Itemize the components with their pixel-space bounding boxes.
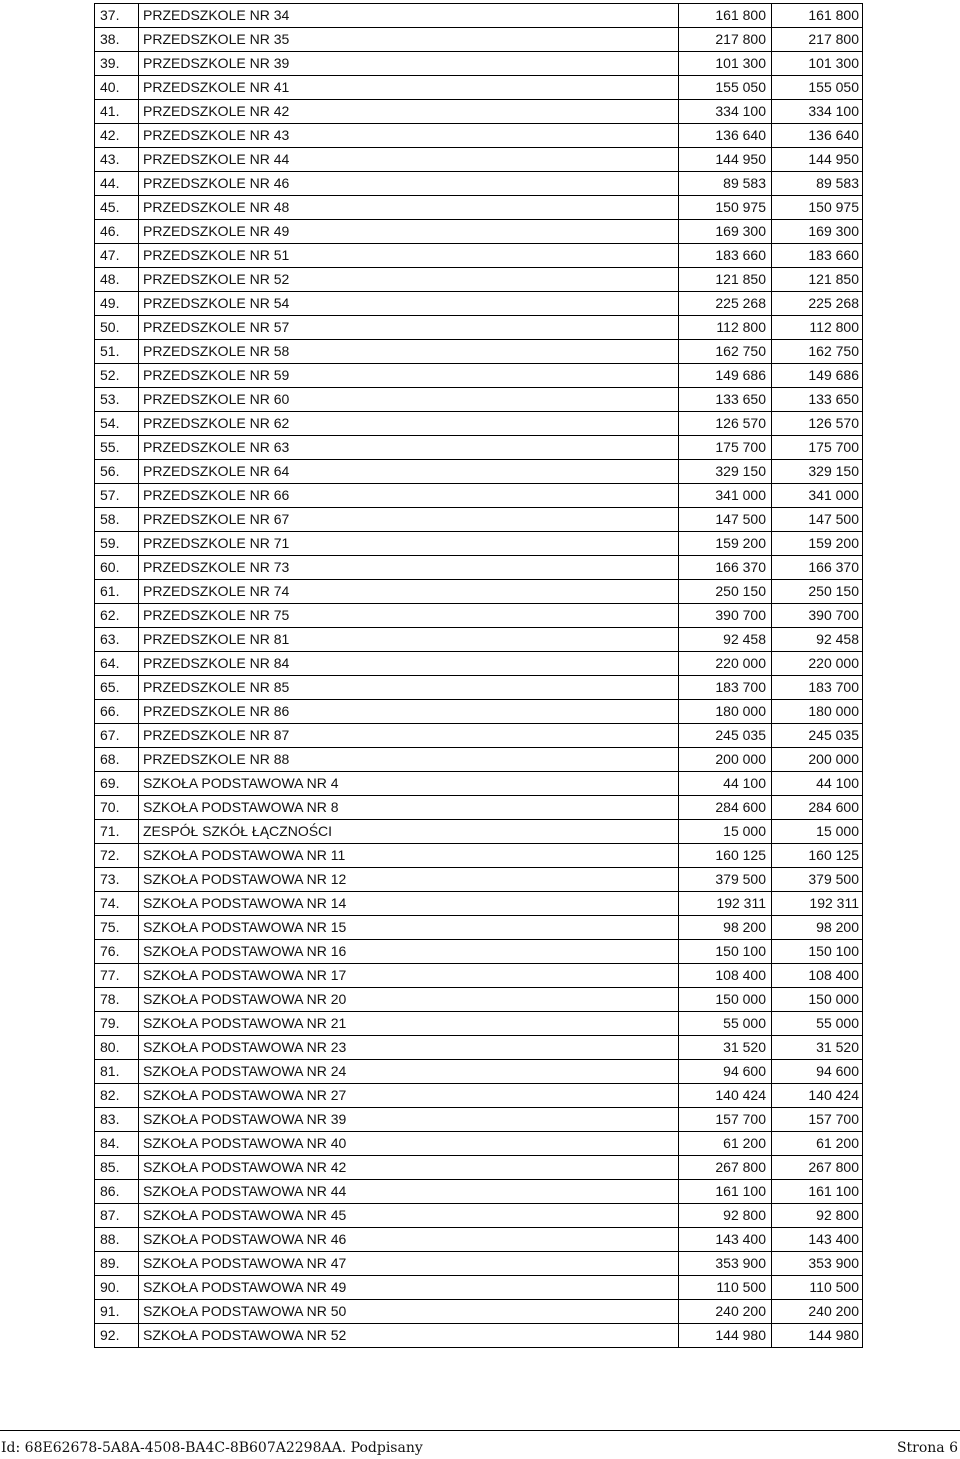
amount-total-cell: 161 100 <box>772 1180 863 1204</box>
institution-name-cell: SZKOŁA PODSTAWOWA NR 39 <box>139 1108 679 1132</box>
amount-total-cell: 225 268 <box>772 292 863 316</box>
institution-name-cell: PRZEDSZKOLE NR 49 <box>139 220 679 244</box>
row-number-cell: 44. <box>95 172 139 196</box>
amount-total-cell: 157 700 <box>772 1108 863 1132</box>
amount-total-cell: 267 800 <box>772 1156 863 1180</box>
row-number-cell: 47. <box>95 244 139 268</box>
institution-name-cell: PRZEDSZKOLE NR 64 <box>139 460 679 484</box>
amount-total-cell: 92 458 <box>772 628 863 652</box>
amount-total-cell: 147 500 <box>772 508 863 532</box>
institution-name-cell: SZKOŁA PODSTAWOWA NR 14 <box>139 892 679 916</box>
amount-total-cell: 108 400 <box>772 964 863 988</box>
amount-planned-cell: 150 000 <box>679 988 772 1012</box>
institution-name-cell: SZKOŁA PODSTAWOWA NR 50 <box>139 1300 679 1324</box>
amount-total-cell: 169 300 <box>772 220 863 244</box>
amount-total-cell: 240 200 <box>772 1300 863 1324</box>
row-number-cell: 87. <box>95 1204 139 1228</box>
table-row <box>95 460 863 484</box>
table-row <box>95 196 863 220</box>
table-row <box>95 1156 863 1180</box>
table-row <box>95 244 863 268</box>
institution-name-cell: SZKOŁA PODSTAWOWA NR 20 <box>139 988 679 1012</box>
row-number-cell: 45. <box>95 196 139 220</box>
row-number-cell: 78. <box>95 988 139 1012</box>
row-number-cell: 56. <box>95 460 139 484</box>
row-number-cell: 55. <box>95 436 139 460</box>
table-row <box>95 1252 863 1276</box>
amount-planned-cell: 160 125 <box>679 844 772 868</box>
amount-planned-cell: 161 800 <box>679 4 772 28</box>
table-row <box>95 1060 863 1084</box>
table-row <box>95 388 863 412</box>
amount-planned-cell: 162 750 <box>679 340 772 364</box>
amount-planned-cell: 250 150 <box>679 580 772 604</box>
allocation-table <box>94 3 863 1348</box>
amount-total-cell: 140 424 <box>772 1084 863 1108</box>
institution-name-cell: PRZEDSZKOLE NR 60 <box>139 388 679 412</box>
amount-planned-cell: 61 200 <box>679 1132 772 1156</box>
amount-planned-cell: 200 000 <box>679 748 772 772</box>
amount-planned-cell: 183 660 <box>679 244 772 268</box>
institution-name-cell: ZESPÓŁ SZKÓŁ ŁĄCZNOŚCI <box>139 820 679 844</box>
table-row <box>95 916 863 940</box>
row-number-cell: 74. <box>95 892 139 916</box>
row-number-cell: 39. <box>95 52 139 76</box>
amount-planned-cell: 150 100 <box>679 940 772 964</box>
table-row <box>95 76 863 100</box>
amount-planned-cell: 329 150 <box>679 460 772 484</box>
amount-planned-cell: 15 000 <box>679 820 772 844</box>
institution-name-cell: PRZEDSZKOLE NR 46 <box>139 172 679 196</box>
amount-total-cell: 200 000 <box>772 748 863 772</box>
amount-total-cell: 121 850 <box>772 268 863 292</box>
amount-total-cell: 126 570 <box>772 412 863 436</box>
row-number-cell: 46. <box>95 220 139 244</box>
institution-name-cell: SZKOŁA PODSTAWOWA NR 40 <box>139 1132 679 1156</box>
table-body <box>95 4 863 1348</box>
amount-planned-cell: 175 700 <box>679 436 772 460</box>
table-row <box>95 268 863 292</box>
row-number-cell: 68. <box>95 748 139 772</box>
table-row <box>95 508 863 532</box>
row-number-cell: 61. <box>95 580 139 604</box>
table-row <box>95 1132 863 1156</box>
table-row <box>95 1204 863 1228</box>
amount-planned-cell: 94 600 <box>679 1060 772 1084</box>
amount-planned-cell: 379 500 <box>679 868 772 892</box>
institution-name-cell: PRZEDSZKOLE NR 73 <box>139 556 679 580</box>
amount-planned-cell: 166 370 <box>679 556 772 580</box>
amount-total-cell: 183 660 <box>772 244 863 268</box>
institution-name-cell: SZKOŁA PODSTAWOWA NR 4 <box>139 772 679 796</box>
row-number-cell: 63. <box>95 628 139 652</box>
table-row <box>95 844 863 868</box>
table-row <box>95 220 863 244</box>
row-number-cell: 48. <box>95 268 139 292</box>
row-number-cell: 43. <box>95 148 139 172</box>
institution-name-cell: SZKOŁA PODSTAWOWA NR 42 <box>139 1156 679 1180</box>
amount-total-cell: 44 100 <box>772 772 863 796</box>
row-number-cell: 51. <box>95 340 139 364</box>
table-row <box>95 1036 863 1060</box>
amount-planned-cell: 150 975 <box>679 196 772 220</box>
amount-total-cell: 101 300 <box>772 52 863 76</box>
institution-name-cell: PRZEDSZKOLE NR 41 <box>139 76 679 100</box>
table-row <box>95 316 863 340</box>
institution-name-cell: PRZEDSZKOLE NR 35 <box>139 28 679 52</box>
table-row <box>95 748 863 772</box>
amount-total-cell: 61 200 <box>772 1132 863 1156</box>
amount-planned-cell: 155 050 <box>679 76 772 100</box>
amount-total-cell: 150 975 <box>772 196 863 220</box>
amount-planned-cell: 112 800 <box>679 316 772 340</box>
institution-name-cell: SZKOŁA PODSTAWOWA NR 21 <box>139 1012 679 1036</box>
amount-planned-cell: 284 600 <box>679 796 772 820</box>
amount-total-cell: 98 200 <box>772 916 863 940</box>
row-number-cell: 58. <box>95 508 139 532</box>
amount-total-cell: 183 700 <box>772 676 863 700</box>
row-number-cell: 65. <box>95 676 139 700</box>
row-number-cell: 73. <box>95 868 139 892</box>
institution-name-cell: PRZEDSZKOLE NR 75 <box>139 604 679 628</box>
row-number-cell: 53. <box>95 388 139 412</box>
row-number-cell: 64. <box>95 652 139 676</box>
amount-planned-cell: 144 950 <box>679 148 772 172</box>
institution-name-cell: PRZEDSZKOLE NR 74 <box>139 580 679 604</box>
institution-name-cell: PRZEDSZKOLE NR 84 <box>139 652 679 676</box>
amount-planned-cell: 98 200 <box>679 916 772 940</box>
table-row <box>95 628 863 652</box>
table-row <box>95 1300 863 1324</box>
amount-planned-cell: 225 268 <box>679 292 772 316</box>
row-number-cell: 57. <box>95 484 139 508</box>
amount-total-cell: 160 125 <box>772 844 863 868</box>
amount-total-cell: 250 150 <box>772 580 863 604</box>
institution-name-cell: SZKOŁA PODSTAWOWA NR 24 <box>139 1060 679 1084</box>
row-number-cell: 79. <box>95 1012 139 1036</box>
table-row <box>95 556 863 580</box>
institution-name-cell: SZKOŁA PODSTAWOWA NR 11 <box>139 844 679 868</box>
table-row <box>95 52 863 76</box>
institution-name-cell: PRZEDSZKOLE NR 63 <box>139 436 679 460</box>
amount-planned-cell: 157 700 <box>679 1108 772 1132</box>
institution-name-cell: SZKOŁA PODSTAWOWA NR 46 <box>139 1228 679 1252</box>
amount-total-cell: 334 100 <box>772 100 863 124</box>
institution-name-cell: SZKOŁA PODSTAWOWA NR 12 <box>139 868 679 892</box>
amount-total-cell: 217 800 <box>772 28 863 52</box>
table-row <box>95 100 863 124</box>
row-number-cell: 80. <box>95 1036 139 1060</box>
amount-total-cell: 136 640 <box>772 124 863 148</box>
row-number-cell: 59. <box>95 532 139 556</box>
institution-name-cell: SZKOŁA PODSTAWOWA NR 15 <box>139 916 679 940</box>
amount-total-cell: 180 000 <box>772 700 863 724</box>
table-row <box>95 796 863 820</box>
amount-planned-cell: 267 800 <box>679 1156 772 1180</box>
institution-name-cell: SZKOŁA PODSTAWOWA NR 44 <box>139 1180 679 1204</box>
amount-planned-cell: 108 400 <box>679 964 772 988</box>
amount-planned-cell: 192 311 <box>679 892 772 916</box>
amount-total-cell: 284 600 <box>772 796 863 820</box>
row-number-cell: 77. <box>95 964 139 988</box>
amount-total-cell: 133 650 <box>772 388 863 412</box>
row-number-cell: 52. <box>95 364 139 388</box>
amount-total-cell: 220 000 <box>772 652 863 676</box>
row-number-cell: 85. <box>95 1156 139 1180</box>
institution-name-cell: SZKOŁA PODSTAWOWA NR 8 <box>139 796 679 820</box>
table-row <box>95 1228 863 1252</box>
table-row <box>95 340 863 364</box>
table-row <box>95 1084 863 1108</box>
institution-name-cell: SZKOŁA PODSTAWOWA NR 16 <box>139 940 679 964</box>
institution-name-cell: PRZEDSZKOLE NR 34 <box>139 4 679 28</box>
institution-name-cell: PRZEDSZKOLE NR 51 <box>139 244 679 268</box>
amount-planned-cell: 147 500 <box>679 508 772 532</box>
table-row <box>95 604 863 628</box>
amount-planned-cell: 169 300 <box>679 220 772 244</box>
row-number-cell: 76. <box>95 940 139 964</box>
row-number-cell: 89. <box>95 1252 139 1276</box>
institution-name-cell: PRZEDSZKOLE NR 85 <box>139 676 679 700</box>
amount-total-cell: 92 800 <box>772 1204 863 1228</box>
institution-name-cell: PRZEDSZKOLE NR 67 <box>139 508 679 532</box>
row-number-cell: 42. <box>95 124 139 148</box>
amount-planned-cell: 220 000 <box>679 652 772 676</box>
row-number-cell: 62. <box>95 604 139 628</box>
table-row <box>95 652 863 676</box>
amount-planned-cell: 44 100 <box>679 772 772 796</box>
amount-total-cell: 329 150 <box>772 460 863 484</box>
institution-name-cell: SZKOŁA PODSTAWOWA NR 52 <box>139 1324 679 1348</box>
amount-planned-cell: 159 200 <box>679 532 772 556</box>
table-row <box>95 436 863 460</box>
table-row <box>95 148 863 172</box>
table-row <box>95 364 863 388</box>
table-row <box>95 580 863 604</box>
row-number-cell: 40. <box>95 76 139 100</box>
table-row <box>95 892 863 916</box>
institution-name-cell: SZKOŁA PODSTAWOWA NR 47 <box>139 1252 679 1276</box>
amount-total-cell: 159 200 <box>772 532 863 556</box>
amount-total-cell: 143 400 <box>772 1228 863 1252</box>
institution-name-cell: PRZEDSZKOLE NR 59 <box>139 364 679 388</box>
row-number-cell: 67. <box>95 724 139 748</box>
institution-name-cell: PRZEDSZKOLE NR 86 <box>139 700 679 724</box>
table-row <box>95 1012 863 1036</box>
amount-total-cell: 112 800 <box>772 316 863 340</box>
row-number-cell: 88. <box>95 1228 139 1252</box>
amount-total-cell: 144 950 <box>772 148 863 172</box>
footer-divider <box>0 1430 960 1431</box>
amount-total-cell: 175 700 <box>772 436 863 460</box>
amount-total-cell: 144 980 <box>772 1324 863 1348</box>
amount-total-cell: 94 600 <box>772 1060 863 1084</box>
amount-planned-cell: 183 700 <box>679 676 772 700</box>
row-number-cell: 70. <box>95 796 139 820</box>
institution-name-cell: PRZEDSZKOLE NR 62 <box>139 412 679 436</box>
row-number-cell: 82. <box>95 1084 139 1108</box>
footer-page-number: Strona 6 <box>896 1440 958 1456</box>
table-row <box>95 772 863 796</box>
row-number-cell: 66. <box>95 700 139 724</box>
row-number-cell: 69. <box>95 772 139 796</box>
row-number-cell: 75. <box>95 916 139 940</box>
institution-name-cell: SZKOŁA PODSTAWOWA NR 23 <box>139 1036 679 1060</box>
amount-planned-cell: 55 000 <box>679 1012 772 1036</box>
institution-name-cell: PRZEDSZKOLE NR 87 <box>139 724 679 748</box>
row-number-cell: 54. <box>95 412 139 436</box>
amount-planned-cell: 133 650 <box>679 388 772 412</box>
row-number-cell: 91. <box>95 1300 139 1324</box>
amount-total-cell: 31 520 <box>772 1036 863 1060</box>
table-row <box>95 1180 863 1204</box>
amount-planned-cell: 136 640 <box>679 124 772 148</box>
amount-total-cell: 149 686 <box>772 364 863 388</box>
row-number-cell: 72. <box>95 844 139 868</box>
row-number-cell: 86. <box>95 1180 139 1204</box>
table-row <box>95 172 863 196</box>
amount-planned-cell: 92 458 <box>679 628 772 652</box>
institution-name-cell: PRZEDSZKOLE NR 48 <box>139 196 679 220</box>
amount-total-cell: 15 000 <box>772 820 863 844</box>
amount-planned-cell: 140 424 <box>679 1084 772 1108</box>
table-row <box>95 1276 863 1300</box>
table-row <box>95 1324 863 1348</box>
institution-name-cell: PRZEDSZKOLE NR 54 <box>139 292 679 316</box>
amount-planned-cell: 126 570 <box>679 412 772 436</box>
amount-total-cell: 150 000 <box>772 988 863 1012</box>
institution-name-cell: PRZEDSZKOLE NR 71 <box>139 532 679 556</box>
row-number-cell: 84. <box>95 1132 139 1156</box>
amount-planned-cell: 334 100 <box>679 100 772 124</box>
amount-planned-cell: 89 583 <box>679 172 772 196</box>
row-number-cell: 71. <box>95 820 139 844</box>
footer-document-id: Id: 68E62678-5A8A-4508-BA4C-8B607A2298AA. Podpisany <box>1 1440 423 1456</box>
row-number-cell: 90. <box>95 1276 139 1300</box>
table-row <box>95 676 863 700</box>
amount-total-cell: 155 050 <box>772 76 863 100</box>
row-number-cell: 83. <box>95 1108 139 1132</box>
institution-name-cell: PRZEDSZKOLE NR 57 <box>139 316 679 340</box>
amount-total-cell: 353 900 <box>772 1252 863 1276</box>
table-row <box>95 820 863 844</box>
amount-total-cell: 161 800 <box>772 4 863 28</box>
amount-planned-cell: 149 686 <box>679 364 772 388</box>
table-row <box>95 532 863 556</box>
institution-name-cell: PRZEDSZKOLE NR 66 <box>139 484 679 508</box>
amount-planned-cell: 121 850 <box>679 268 772 292</box>
row-number-cell: 41. <box>95 100 139 124</box>
institution-name-cell: SZKOŁA PODSTAWOWA NR 49 <box>139 1276 679 1300</box>
institution-name-cell: PRZEDSZKOLE NR 43 <box>139 124 679 148</box>
amount-total-cell: 379 500 <box>772 868 863 892</box>
institution-name-cell: PRZEDSZKOLE NR 81 <box>139 628 679 652</box>
row-number-cell: 37. <box>95 4 139 28</box>
amount-planned-cell: 101 300 <box>679 52 772 76</box>
amount-planned-cell: 161 100 <box>679 1180 772 1204</box>
institution-name-cell: SZKOŁA PODSTAWOWA NR 45 <box>139 1204 679 1228</box>
row-number-cell: 50. <box>95 316 139 340</box>
amount-planned-cell: 31 520 <box>679 1036 772 1060</box>
table-row <box>95 868 863 892</box>
institution-name-cell: SZKOŁA PODSTAWOWA NR 27 <box>139 1084 679 1108</box>
amount-planned-cell: 143 400 <box>679 1228 772 1252</box>
amount-planned-cell: 353 900 <box>679 1252 772 1276</box>
amount-total-cell: 55 000 <box>772 1012 863 1036</box>
amount-total-cell: 245 035 <box>772 724 863 748</box>
amount-total-cell: 89 583 <box>772 172 863 196</box>
table-row <box>95 700 863 724</box>
row-number-cell: 81. <box>95 1060 139 1084</box>
table-row <box>95 940 863 964</box>
amount-total-cell: 166 370 <box>772 556 863 580</box>
amount-planned-cell: 92 800 <box>679 1204 772 1228</box>
amount-planned-cell: 245 035 <box>679 724 772 748</box>
institution-name-cell: PRZEDSZKOLE NR 52 <box>139 268 679 292</box>
table-row <box>95 4 863 28</box>
amount-planned-cell: 110 500 <box>679 1276 772 1300</box>
institution-name-cell: PRZEDSZKOLE NR 39 <box>139 52 679 76</box>
amount-planned-cell: 341 000 <box>679 484 772 508</box>
amount-total-cell: 150 100 <box>772 940 863 964</box>
institution-name-cell: PRZEDSZKOLE NR 44 <box>139 148 679 172</box>
amount-total-cell: 390 700 <box>772 604 863 628</box>
table-row <box>95 292 863 316</box>
amount-planned-cell: 144 980 <box>679 1324 772 1348</box>
table-row <box>95 28 863 52</box>
table-row <box>95 124 863 148</box>
table-row <box>95 412 863 436</box>
amount-total-cell: 162 750 <box>772 340 863 364</box>
amount-planned-cell: 240 200 <box>679 1300 772 1324</box>
table-row <box>95 724 863 748</box>
amount-planned-cell: 180 000 <box>679 700 772 724</box>
amount-total-cell: 192 311 <box>772 892 863 916</box>
institution-name-cell: SZKOŁA PODSTAWOWA NR 17 <box>139 964 679 988</box>
row-number-cell: 38. <box>95 28 139 52</box>
table-row <box>95 988 863 1012</box>
amount-planned-cell: 390 700 <box>679 604 772 628</box>
row-number-cell: 92. <box>95 1324 139 1348</box>
row-number-cell: 60. <box>95 556 139 580</box>
institution-name-cell: PRZEDSZKOLE NR 88 <box>139 748 679 772</box>
row-number-cell: 49. <box>95 292 139 316</box>
amount-total-cell: 110 500 <box>772 1276 863 1300</box>
amount-planned-cell: 217 800 <box>679 28 772 52</box>
table-row <box>95 1108 863 1132</box>
amount-total-cell: 341 000 <box>772 484 863 508</box>
institution-name-cell: PRZEDSZKOLE NR 42 <box>139 100 679 124</box>
table-row <box>95 964 863 988</box>
institution-name-cell: PRZEDSZKOLE NR 58 <box>139 340 679 364</box>
table-row <box>95 484 863 508</box>
